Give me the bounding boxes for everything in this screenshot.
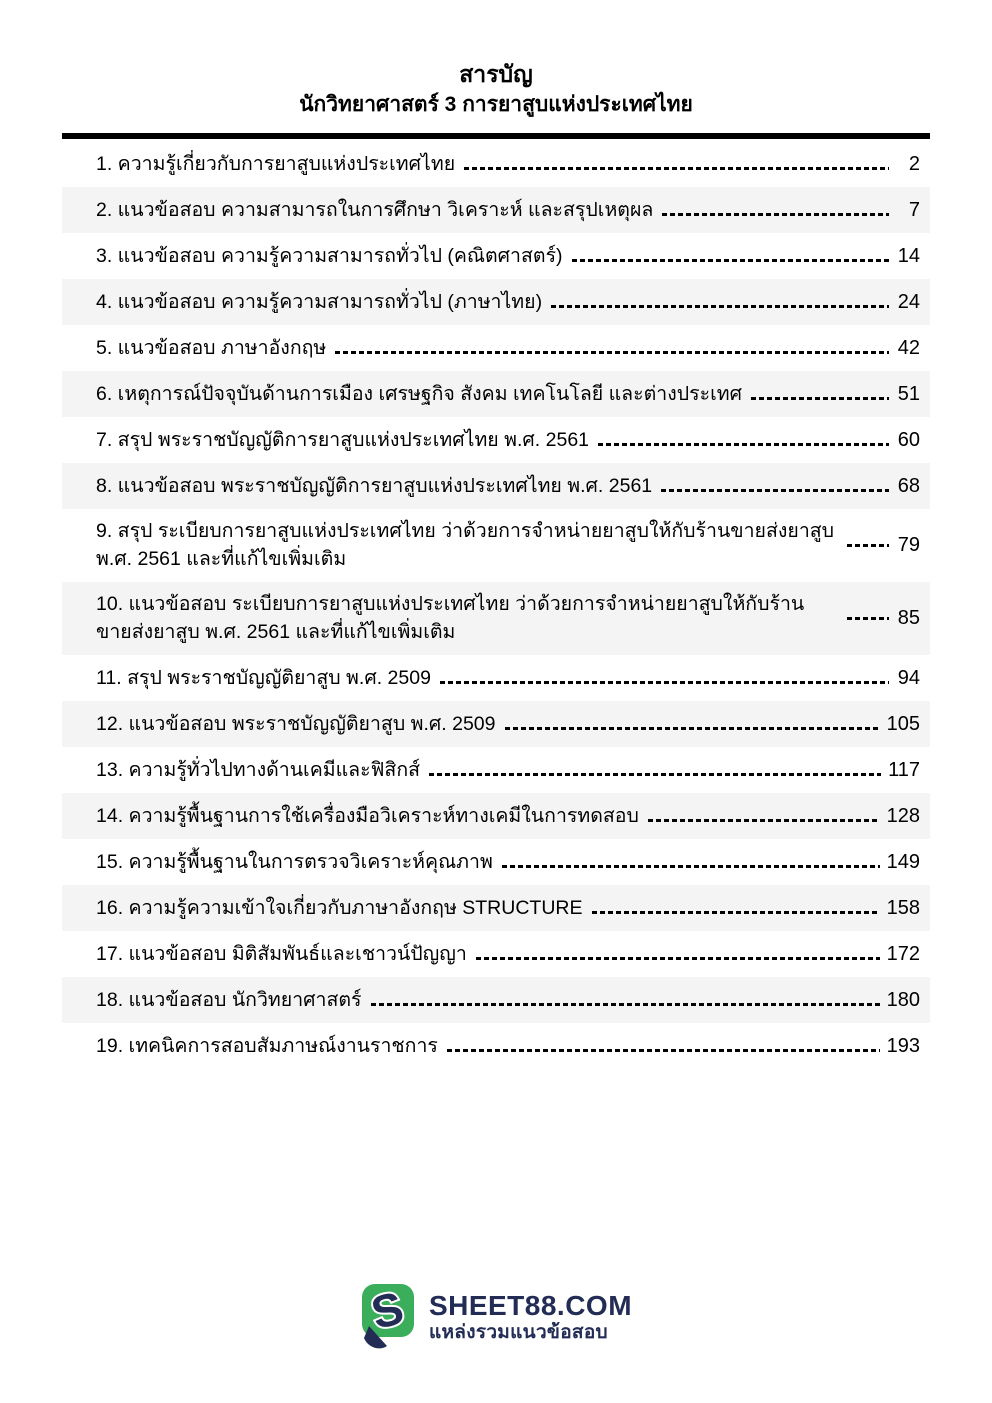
toc-entry-row	[62, 509, 930, 582]
toc-entry-row	[62, 885, 930, 931]
toc-entry-row	[62, 747, 930, 793]
dot-leader	[371, 1003, 880, 1006]
toc-entry-page: 24	[897, 291, 920, 313]
dot-leader	[572, 259, 889, 262]
dot-leader	[847, 617, 889, 620]
dot-leader	[429, 773, 881, 776]
toc-entry-row	[62, 371, 930, 417]
header-divider	[62, 133, 930, 139]
footer-brand	[0, 1283, 992, 1351]
toc-entry-row	[62, 701, 930, 747]
toc-entry-row	[62, 187, 930, 233]
dot-leader	[447, 1049, 880, 1052]
toc-entry-page: 193	[886, 1035, 920, 1057]
toc-entry-row	[62, 793, 930, 839]
s-monogram-icon	[360, 1283, 416, 1351]
page-title: สารบัญ	[459, 61, 533, 87]
toc-entry-label: 6. เหตุการณ์ปัจจุบันด้านการเมือง เศรษฐกิจ สังคม เทคโนโลยี และต่างประเทศ	[96, 383, 742, 405]
dot-leader	[440, 681, 889, 684]
toc-entry-page: 51	[897, 383, 920, 405]
dot-leader	[476, 957, 880, 960]
toc-entry-page: 172	[886, 943, 920, 965]
toc-entry-page: 42	[897, 337, 920, 359]
dot-leader	[662, 213, 889, 216]
toc-entry-page: 180	[886, 989, 920, 1011]
toc-entry-label: 13. ความรู้ทั่วไปทางด้านเคมีและฟิสิกส์	[96, 759, 421, 781]
toc-entry-label: 8. แนวข้อสอบ พระราชบัญญัติการยาสูบแห่งประเทศไทย พ.ศ. 2561	[96, 475, 653, 497]
toc-entry-label: 7. สรุป พระราชบัญญัติการยาสูบแห่งประเทศไทย พ.ศ. 2561	[96, 429, 590, 451]
dot-leader	[661, 489, 889, 492]
toc-entry-row	[62, 279, 930, 325]
toc-entry-label: 5. แนวข้อสอบ ภาษาอังกฤษ	[96, 337, 327, 359]
toc-entry-page: 128	[886, 805, 920, 827]
toc-entry-label: 12. แนวข้อสอบ พระราชบัญญัติยาสูบ พ.ศ. 2509	[96, 713, 496, 735]
toc-entry-label: 2. แนวข้อสอบ ความสามารถในการศึกษา วิเคราะห์ และสรุปเหตุผล	[96, 199, 654, 221]
toc-entry-page: 158	[886, 897, 920, 919]
toc-entry-label: 1. ความรู้เกี่ยวกับการยาสูบแห่งประเทศไทย	[96, 153, 456, 175]
toc-entry-row	[62, 931, 930, 977]
toc-entry-label: 15. ความรู้พื้นฐานในการตรวจวิเคราะห์คุณภาพ	[96, 851, 493, 873]
toc-entry-label: 17. แนวข้อสอบ มิติสัมพันธ์และเชาวน์ปัญญา	[96, 943, 467, 965]
toc-entry-page: 105	[886, 713, 920, 735]
toc-entry-page: 68	[897, 475, 920, 497]
brand-text-block	[429, 1290, 632, 1344]
toc-entry-row	[62, 977, 930, 1023]
toc-entry-page: 14	[897, 245, 920, 267]
toc-entry-page: 2	[908, 153, 920, 175]
page-subtitle: นักวิทยาศาสตร์ 3 การยาสูบแห่งประเทศไทย	[299, 93, 693, 116]
dot-leader	[847, 544, 889, 547]
toc-entry-page: 117	[888, 759, 920, 781]
dot-leader	[751, 397, 889, 400]
brand-name: SHEET88.COM	[428, 1290, 633, 1321]
toc-entry-page: 94	[897, 667, 920, 689]
toc-entry-page: 60	[897, 429, 920, 451]
dot-leader	[648, 819, 880, 822]
dot-leader	[502, 865, 880, 868]
dot-leader	[592, 911, 880, 914]
toc-entry-label: 18. แนวข้อสอบ นักวิทยาศาสตร์	[96, 989, 362, 1011]
toc-entry-label: 14. ความรู้พื้นฐานการใช้เครื่องมือวิเคราะห์ทางเคมีในการทดสอบ	[96, 805, 639, 827]
toc-entry-row	[62, 839, 930, 885]
toc-entry-page: 149	[886, 851, 920, 873]
toc-entry-label: 16. ความรู้ความเข้าใจเกี่ยวกับภาษาอังกฤษ STRUCTURE	[96, 897, 583, 919]
toc-entry-label: 9. สรุป ระเบียบการยาสูบแห่งประเทศไทย ว่าด้วยการจำหน่ายยาสูบให้กับร้านขายส่งยาสูบ พ.ศ. 2561 และที่แก้ไขเพิ่มเติม	[96, 520, 835, 570]
toc-entry-label: 10. แนวข้อสอบ ระเบียบการยาสูบแห่งประเทศไทย ว่าด้วยการจำหน่ายยาสูบให้กับร้านขายส่งยาสูบ พ.ศ. 2561 และที่แก้ไขเพิ่มเติม	[96, 593, 805, 643]
toc-list	[62, 141, 930, 1069]
page-header	[0, 0, 992, 120]
toc-entry-row	[62, 655, 930, 701]
toc-entry-row	[62, 1023, 930, 1069]
svg-text:S: S	[366, 1283, 409, 1340]
toc-entry-row	[62, 417, 930, 463]
toc-entry-row	[62, 141, 930, 187]
toc-entry-row	[62, 463, 930, 509]
toc-entry-page: 85	[897, 607, 920, 629]
dot-leader	[505, 727, 880, 730]
toc-entry-label: 3. แนวข้อสอบ ความรู้ความสามารถทั่วไป (คณิตศาสตร์)	[96, 245, 563, 267]
dot-leader	[551, 305, 889, 308]
toc-entry-label: 4. แนวข้อสอบ ความรู้ความสามารถทั่วไป (ภาษาไทย)	[96, 291, 543, 313]
toc-entry-label: 19. เทคนิคการสอบสัมภาษณ์งานราชการ	[96, 1035, 438, 1057]
dot-leader	[335, 351, 889, 354]
toc-entry-label: 11. สรุป พระราชบัญญัติยาสูบ พ.ศ. 2509	[96, 667, 431, 689]
dot-leader	[464, 167, 889, 170]
brand-tagline: แหล่งรวมแนวข้อสอบ	[428, 1322, 608, 1343]
toc-entry-row	[62, 325, 930, 371]
toc-entry-row	[62, 582, 930, 655]
toc-entry-page: 79	[897, 534, 920, 556]
dot-leader	[598, 443, 889, 446]
toc-entry-page: 7	[908, 199, 920, 221]
toc-entry-row	[62, 233, 930, 279]
